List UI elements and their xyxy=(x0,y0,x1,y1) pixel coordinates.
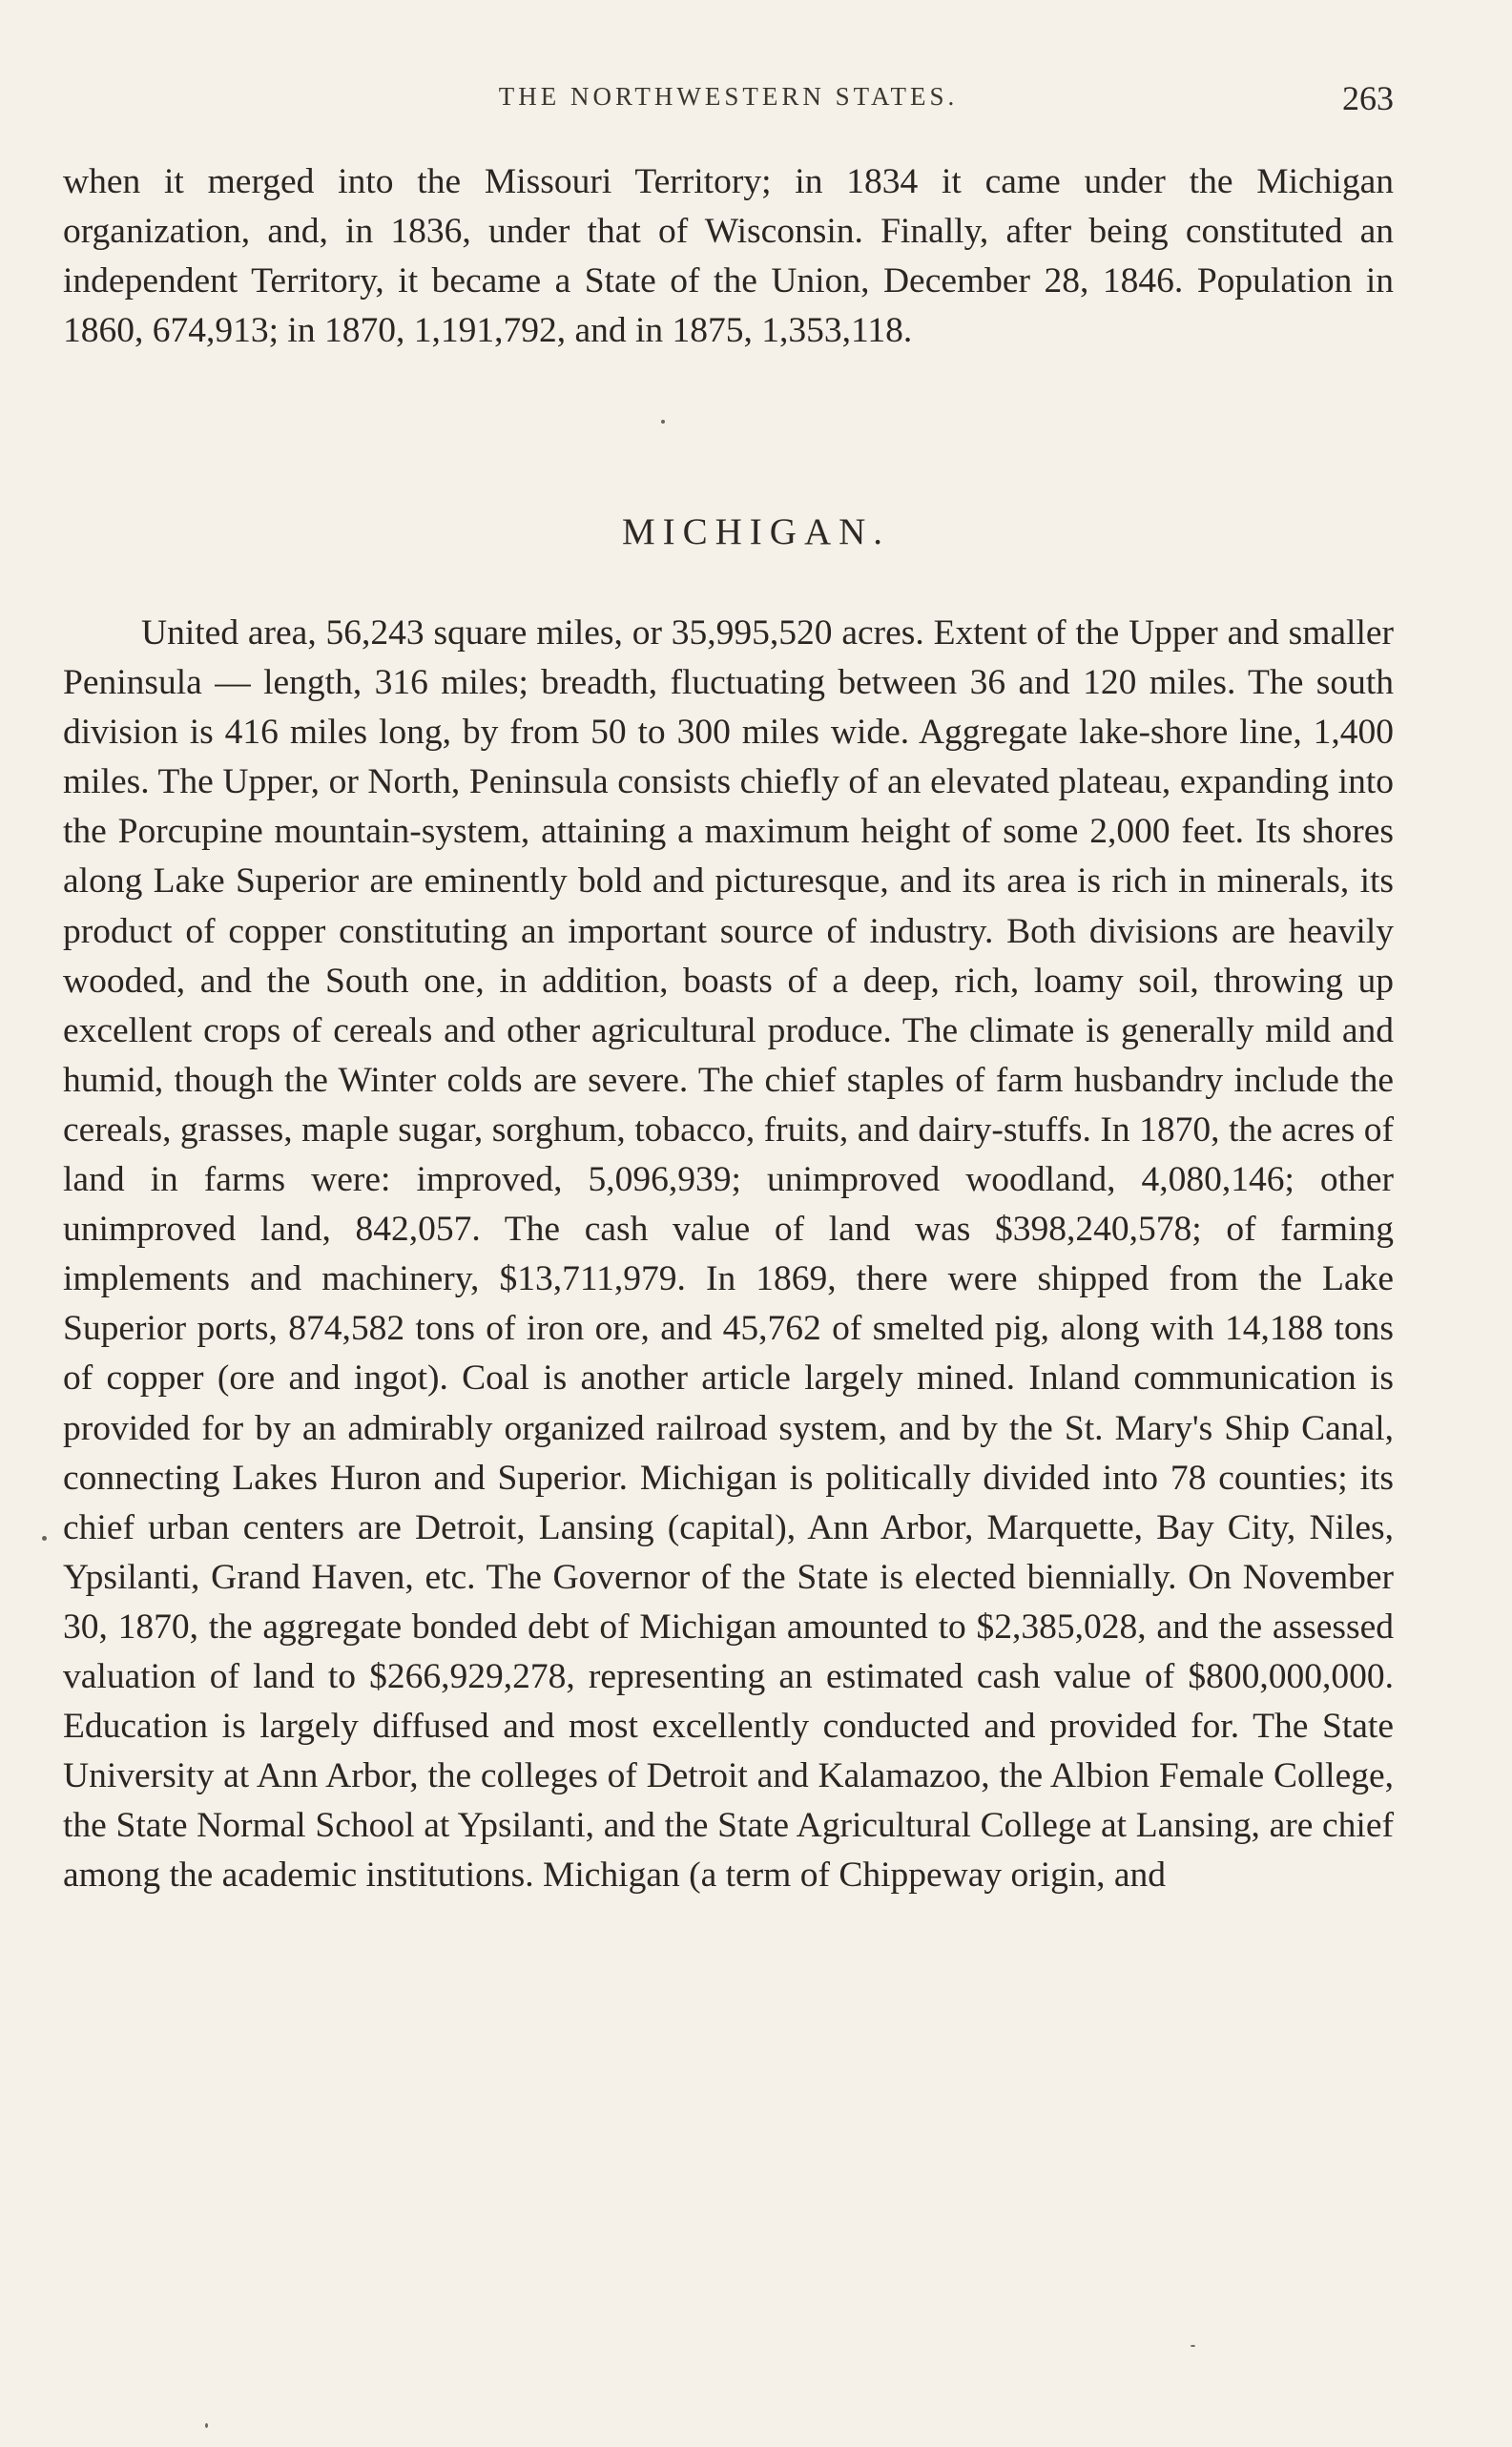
page-number: 263 xyxy=(1342,79,1394,117)
running-head-title: THE NORTHWESTERN STATES. xyxy=(498,82,959,111)
ink-speck xyxy=(1191,2345,1195,2347)
ink-speck xyxy=(42,1536,47,1541)
continuation-paragraph: when it merged into the Missouri Territory; in 1834 it came under the Michigan organization, and, in 1836, under that of Wisconsin. Finally, after being constituted an independent Territory, it became a State of the Union, December 28, 1846. Population in 1860, 674,913; in 1870, 1,191,792, and in 1875, 1,353,118. xyxy=(63,162,1394,351)
michigan-paragraph: United area, 56,243 square miles, or 35,995,520 acres. Extent of the Upper and smaller Peninsula — length, 316 miles; breadth, fluctuating between 36 and 120 miles. The south division is 416 miles long, by from 50 to 300 miles wide. Aggregate lake-shore line, 1,400 miles. The Upper, or North, Peninsula consists chiefly of an elevated plateau, expanding into the Porcupine mountain-system, attaining a maximum height of some 2,000 feet. Its shores along Lake Superior are eminently bold and picturesque, and its area is rich in minerals, its product of copper constituting an important source of industry. Both divisions are heavily wooded, and the South one, in addition, boasts of a deep, rich, loamy soil, throwing up excellent crops of cereals and other agricultural produce. The climate is generally mild and humid, though the Winter colds are severe. The chief staples of farm husbandry include the cereals, grasses, maple sugar, sorghum, tobacco, fruits, and dairy-stuffs. In 1870, the acres of land in farms were: improved, 5,096,939; unimproved woodland, 4,080,146; other unimproved land, 842,057. The cash value of land was $398,240,578; of farming implements and machinery, $13,711,979. In 1869, there were shipped from the Lake Superior ports, 874,582 tons of iron ore, and 45,762 of smelted pig, along with 14,188 tons of copper (ore and ingot). Coal is another article largely mined. Inland communication is provided for by an admirably organized railroad system, and by the St. Mary's Ship Canal, connecting Lakes Huron and Superior. Michigan is politically divided into 78 counties; its chief urban centers are Detroit, Lansing (capital), Ann Arbor, Marquette, Bay City, Niles, Ypsilanti, Grand Haven, etc. The Governor of the State is elected biennially. On November 30, 1870, the aggregate bonded debt of Michigan amounted to $2,385,028, and the assessed valuation of land to $266,929,278, representing an estimated cash value of $800,000,000. Education is largely diffused and most excellently conducted and provided for. The State University at Ann Arbor, the colleges of Detroit and Kalamazoo, the Albion Female College, the State Normal School at Ypsilanti, and the State Agricultural College at Lansing, are chief among the academic institutions. Michigan (a term of Chippeway origin, and xyxy=(63,613,1394,1896)
running-head xyxy=(63,78,1394,116)
section-heading: MICHIGAN. xyxy=(621,511,891,552)
ink-speck xyxy=(661,420,665,424)
ink-speck xyxy=(205,2423,208,2428)
